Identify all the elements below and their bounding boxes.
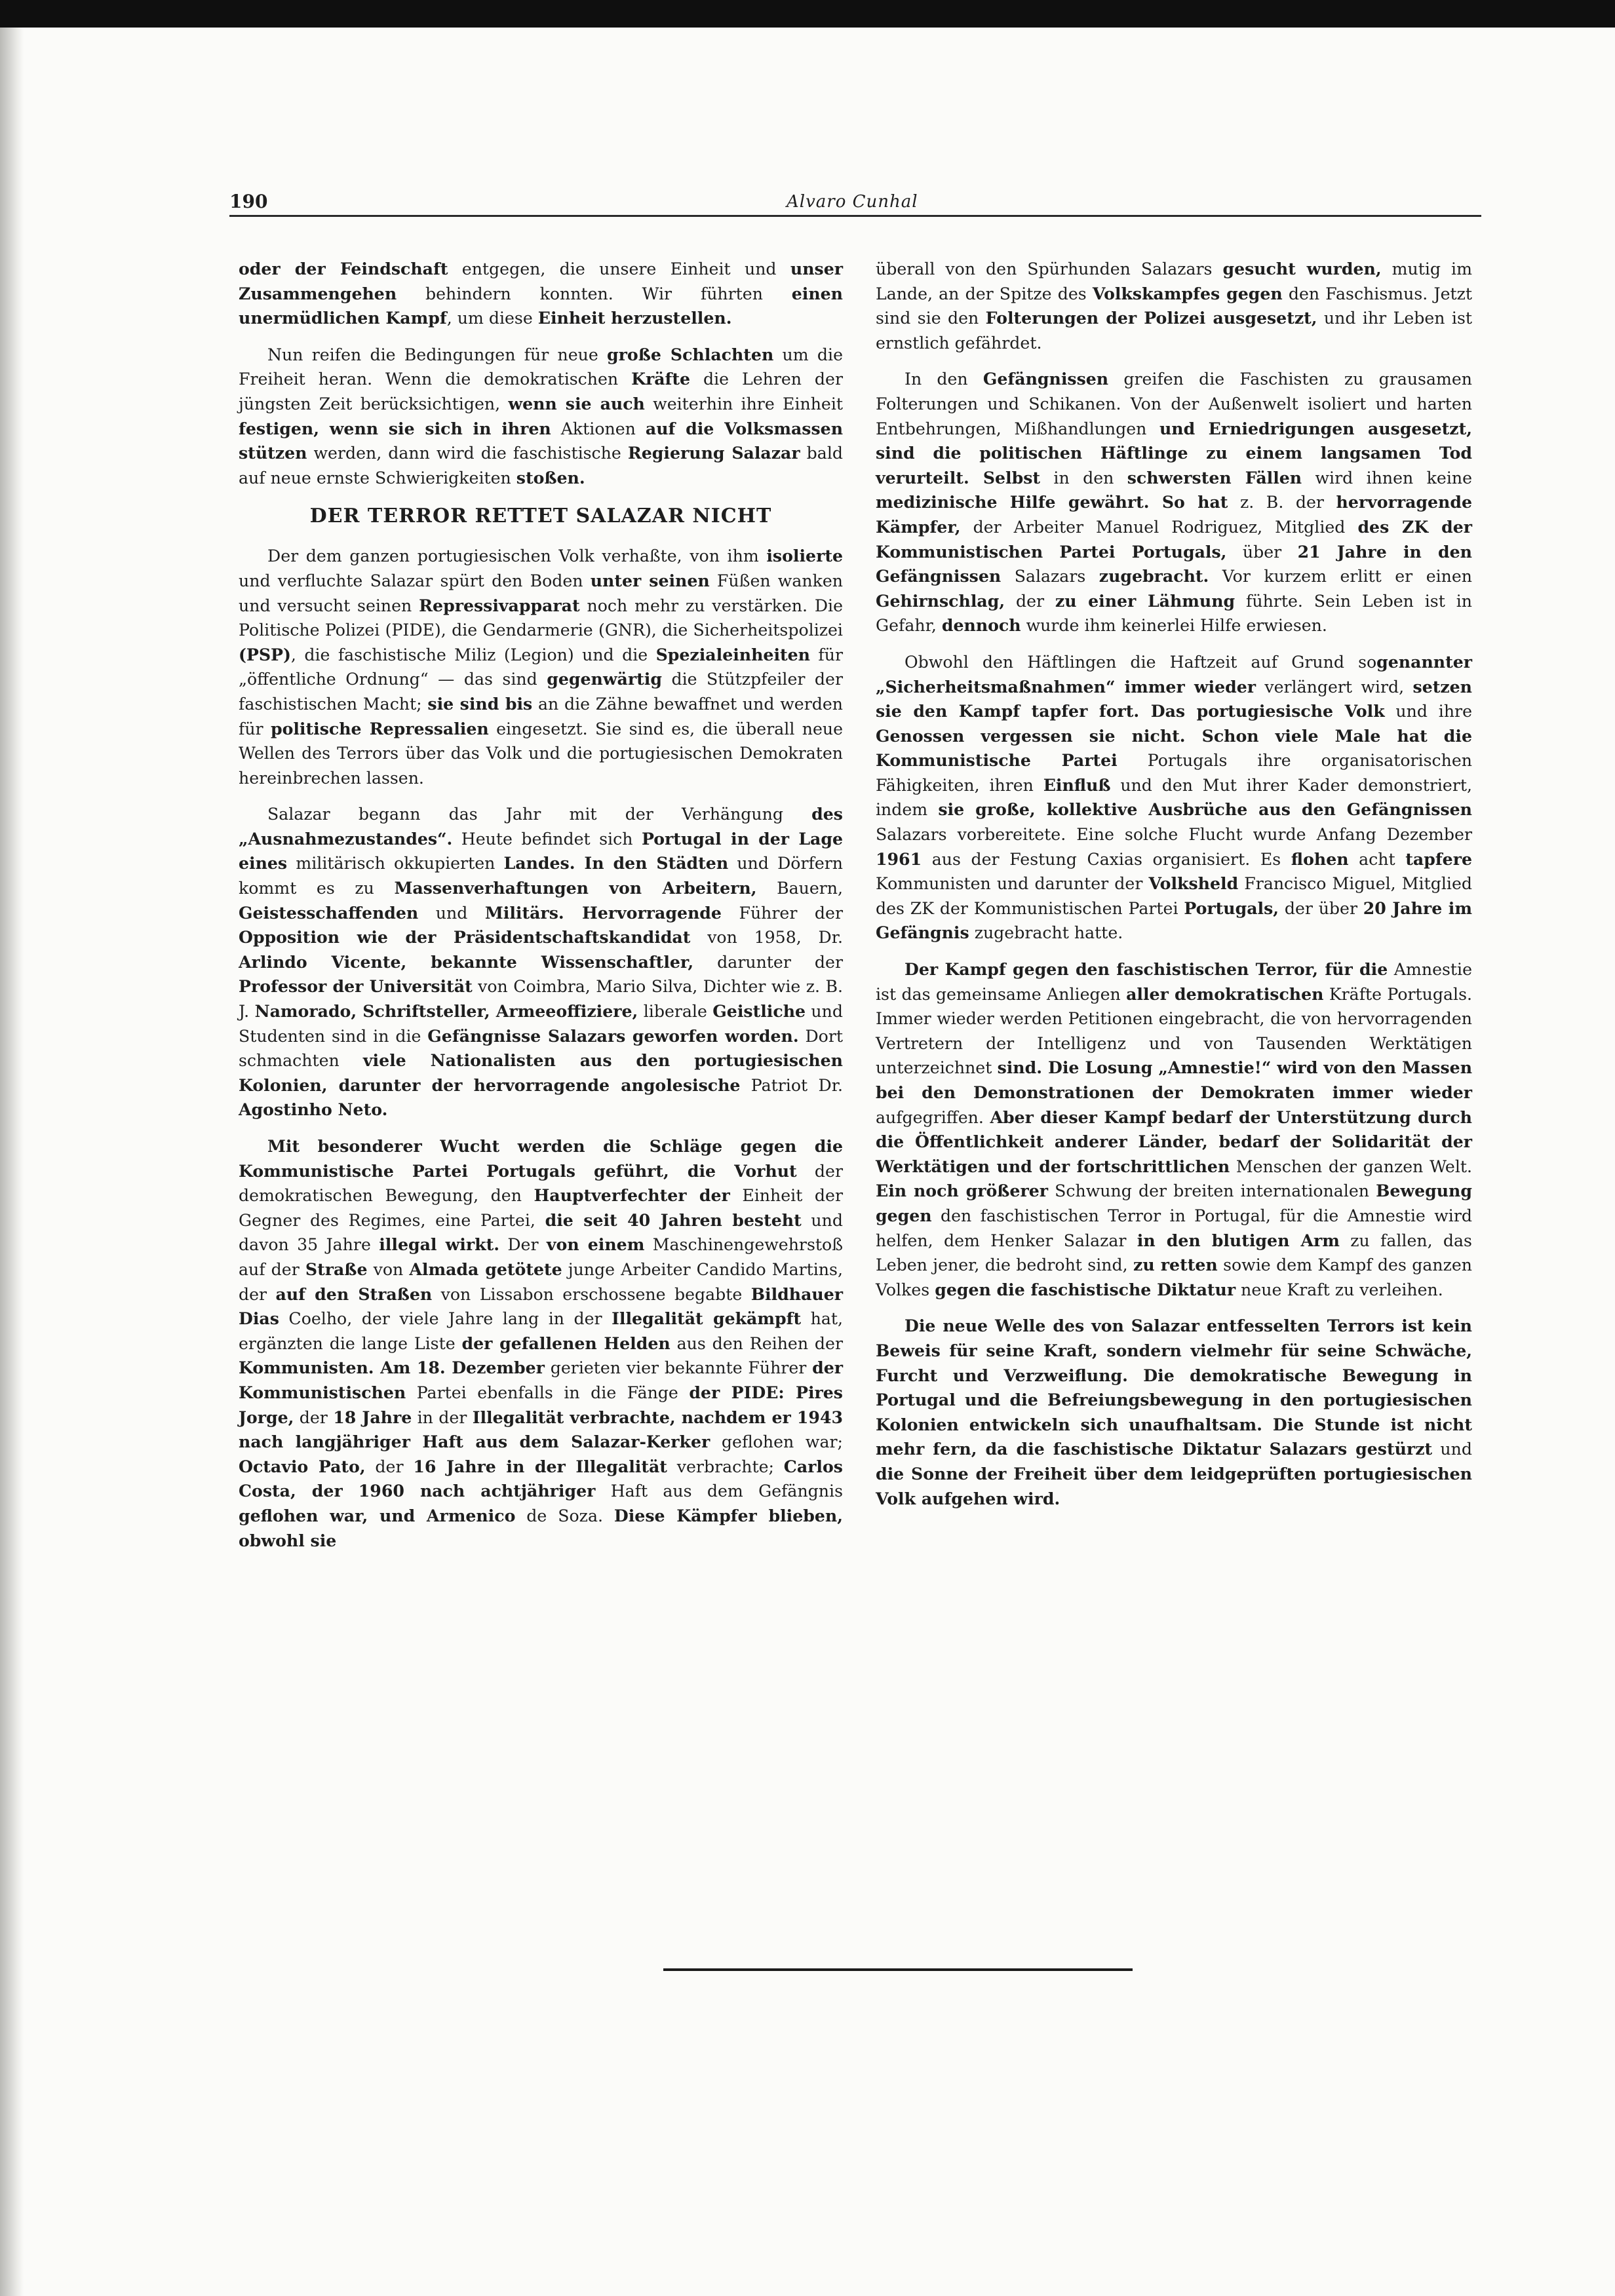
paragraph: Die neue Welle des von Salazar entfesselten Terrors ist kein Beweis für seine Kraft, sondern vielmehr für seine Schwäche, Furcht und Verzweiflung. Die demokratische Bewegung in Portugal und die Befreiungsbewegung in den portugiesischen Kolonien entwickeln sich unaufhaltsam. Die Stunde ist nicht mehr fern, da die faschistische Diktatur Salazars gestürzt und die Sonne der Freiheit über dem leidgeprüften portugiesischen Volk aufgehen wird.: [876, 1316, 1472, 1508]
paragraph: Nun reifen die Bedingungen für neue große Schlachten um die Freiheit heran. Wenn die demokratischen Kräfte die Lehren der jüngsten Zeit berücksichtigen, wenn sie auch weiterhin ihre Einheit festigen, wenn sie sich in ihren Aktionen auf die Volksmassen stützen werden, dann wird die faschistische Regierung Salazar bald auf neue ernste Schwierigkeiten stoßen.: [239, 344, 844, 488]
paragraph: oder der Feindschaft entgegen, die unsere Einheit und unser Zusammengehen behindern konnten. Wir führten einen unermüdlichen Kampf, um diese Einheit herzustellen.: [239, 259, 843, 328]
scan-left-edge: [0, 28, 24, 2296]
scan-top-border: [0, 0, 1615, 28]
page-number: 190: [229, 191, 268, 212]
paragraph: Obwohl den Häftlingen die Haftzeit auf Grund sogenannter „Sicherheitsmaßnahmen“ immer wieder verlängert wird, setzen sie den Kampf tapfer fort. Das portugiesische Volk und ihre Genossen vergessen sie nicht. Schon viele Male hat die Kommunistische Partei Portugals ihre organisatorischen Fähigkeiten, ihren Einfluß und den Mut ihrer Kader demonstriert, indem sie große, kollektive Ausbrüche aus den Gefängnissen Salazars vorbereitete. Eine solche Flucht wurde Anfang Dezember 1961 aus der Festung Caxias organisiert. Es flohen acht tapfere Kommunisten und darunter der Volksheld Francisco Miguel, Mitglied des ZK der Kommunistischen Partei Portugals, der über 20 Jahre im Gefängnis zugebracht hatte.: [876, 651, 1473, 943]
paragraph: Salazar begann das Jahr mit der Verhängung des „Ausnahmezustandes“. Heute befindet sich Portugal in der Lage eines militärisch okkupierten Landes. In den Städten und Dörfern kommt es zu Massenverhaftungen von Arbeitern, Bauern, Geistesschaffenden und Militärs. Hervorragende Führer der Opposition wie der Präsidentschaftskandidat von 1958, Dr. Arlindo Vicente, bekannte Wissenschaftler, darunter der Professor der Universität von Coimbra, Mario Silva, Dichter wie z. B. J. Namorado, Schriftsteller, Armeeoffiziere, liberale Geistliche und Studenten sind in die Gefängnisse Salazars geworfen worden. Dort schmachten viele Nationalisten aus den portugiesischen Kolonien, darunter der hervorragende angolesische Patriot Dr. Agostinho Neto.: [239, 804, 844, 1120]
paragraph: Mit besonderer Wucht werden die Schläge gegen die Kommunistische Partei Portugals geführt, die Vorhut der demokratischen Bewegung, den Hauptverfechter der Einheit der Gegner des Regimes, eine Partei, die seit 40 Jahren besteht und davon 35 Jahre illegal wirkt. Der von einem Maschinengewehrstoß auf der Straße von Almada getötete junge Arbeiter Candido Martins, der auf den Straßen von Lissabon erschossene begabte Bildhauer Dias Coelho, der viele Jahre lang in der Illegalität gekämpft hat, ergänzten die lange Liste der gefallenen Helden aus den Reihen der Kommunisten. Am 18. Dezember gerieten vier bekannte Führer der Kommunistischen Partei ebenfalls in die Fänge der PIDE: Pires Jorge, der 18 Jahre in der Illegalität verbrachte, nachdem er 1943 nach langjähriger Haft aus dem Salazar-Kerker geflohen war; Octavio Pato, der 16 Jahre in der Illegalität verbrachte; Carlos Costa, der 1960 nach achtjähriger Haft aus dem Gefängnis geflohen war, und Armenico de Soza. Diese Kämpfer blieben, obwohl sie: [239, 1136, 844, 1550]
running-title: Alvaro Cunhal: [787, 192, 918, 212]
page-header: [229, 185, 1481, 214]
left-column: [239, 257, 843, 1565]
header-rule: [229, 215, 1481, 217]
end-of-article-rule: [663, 1968, 1133, 1971]
section-heading: DER TERROR RETTET SALAZAR NICHT: [309, 505, 772, 528]
right-column: [876, 257, 1472, 1523]
paragraph: überall von den Spürhunden Salazars gesucht wurden, mutig im Lande, an der Spitze des Volkskampfes gegen den Faschismus. Jetzt sind sie den Folterungen der Polizei ausgesetzt, und ihr Leben ist ernstlich gefährdet.: [876, 259, 1472, 353]
paragraph: In den Gefängnissen greifen die Faschisten zu grausamen Folterungen und Schikanen. Von der Außenwelt isoliert und harten Entbehrungen, Mißhandlungen und Erniedrigungen ausgesetzt, sind die politischen Häftlinge zu einem langsamen Tod verurteilt. Selbst in den schwersten Fällen wird ihnen keine medizinische Hilfe gewährt. So hat z. B. der hervorragende Kämpfer, der Arbeiter Manuel Rodriguez, Mitglied des ZK der Kommunistischen Partei Portugals, über 21 Jahre in den Gefängnissen Salazars zugebracht. Vor kurzem erlitt er einen Gehirnschlag, der zu einer Lähmung führte. Sein Leben ist in Gefahr, dennoch wurde ihm keinerlei Hilfe erwiesen.: [876, 369, 1473, 636]
paragraph: Der Kampf gegen den faschistischen Terror, für die Amnestie ist das gemeinsame Anliegen aller demokratischen Kräfte Portugals. Immer wieder werden Petitionen eingebracht, die von hervorragenden Vertretern der Intelligenz und von Tausenden Werktätigen unterzeichnet sind. Die Losung „Amnestie!“ wird von den Massen bei den Demonstrationen der Demokraten immer wieder aufgegriffen. Aber dieser Kampf bedarf der Unterstützung durch die Öffentlichkeit anderer Länder, bedarf der Solidarität der Werktätigen und der fortschrittlichen Menschen der ganzen Welt. Ein noch größerer Schwung der breiten internationalen Bewegung gegen den faschistischen Terror in Portugal, für die Amnestie wird helfen, dem Henker Salazar in den blutigen Arm zu fallen, das Leben jener, die bedroht sind, zu retten sowie dem Kampf des ganzen Volkes gegen die faschistische Diktatur neue Kraft zu verleihen.: [876, 959, 1473, 1299]
paragraph: Der dem ganzen portugiesischen Volk verhaßte, von ihm isolierte und verfluchte Salazar spürt den Boden unter seinen Füßen wanken und versucht seinen Repressivapparat noch mehr zu verstärken. Die Politische Polizei (PIDE), die Gendarmerie (GNR), die Sicherheitspolizei (PSP), die faschistische Miliz (Legion) und die Spezialeinheiten für „öffentliche Ordnung“ — das sind gegenwärtig die Stützpfeiler der faschistischen Macht; sie sind bis an die Zähne bewaffnet und werden für politische Repressalien eingesetzt. Sie sind es, die überall neue Wellen des Terrors über das Volk und die portugiesischen Demokraten hereinbrechen lassen.: [239, 546, 844, 788]
